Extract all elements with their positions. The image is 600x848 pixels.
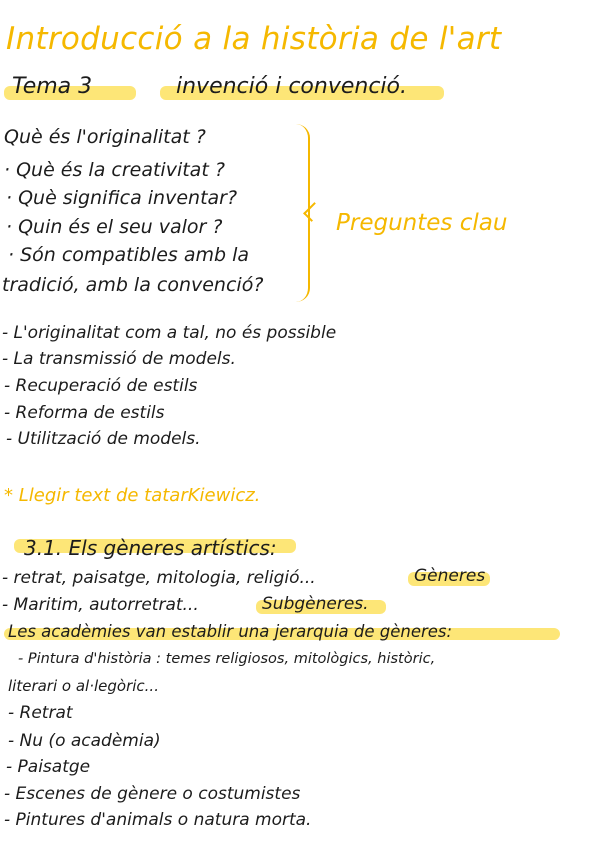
tema-subtitle: invenció i convenció. — [176, 74, 407, 99]
point-line: - Utilització de models. — [6, 429, 201, 449]
section-heading: 3.1. Els gèneres artístics: — [24, 536, 277, 560]
academies-line: Les acadèmies van establir una jerarquia de gèneres: — [8, 622, 453, 641]
point-line: - La transmissió de models. — [2, 349, 236, 369]
questions-label: Preguntes clau — [336, 210, 508, 236]
point-line: - Recuperació de estils — [4, 376, 198, 396]
hierarchy-line: - Retrat — [8, 703, 73, 723]
tema-label: Tema 3 — [12, 74, 93, 99]
page-title: Introducció a la història de l'art — [6, 21, 502, 57]
question-line: · Són compatibles amb la — [8, 244, 249, 266]
question-line: tradició, amb la convenció? — [2, 274, 264, 296]
genres-tag: Gèneres — [414, 566, 486, 586]
question-line: Què és l'originalitat ? — [4, 126, 206, 148]
hierarchy-line: - Nu (o acadèmia) — [8, 731, 161, 751]
hierarchy-line: - Pintures d'animals o natura morta. — [4, 810, 312, 830]
point-line: - L'originalitat com a tal, no és possible — [2, 323, 337, 343]
question-line: · Què és la creativitat ? — [4, 159, 225, 181]
point-line: - Reforma de estils — [4, 403, 165, 423]
subgenres-tag: Subgèneres. — [262, 594, 369, 614]
hierarchy-line: - Pintura d'història : temes religiosos, mitològics, històric, — [18, 651, 436, 667]
hierarchy-line: - Escenes de gènere o costumistes — [4, 784, 301, 804]
reading-note: * Llegir text de tatarKiewicz. — [4, 485, 261, 506]
question-line: · Què significa inventar? — [6, 187, 238, 209]
hierarchy-line: - Paisatge — [6, 757, 91, 777]
question-line: · Quin és el seu valor ? — [6, 216, 223, 238]
hierarchy-line: literari o al·legòric... — [8, 677, 159, 695]
genres-line: - retrat, paisatge, mitologia, religió... — [2, 568, 316, 588]
subgenres-line: - Maritim, autorretrat... — [2, 595, 199, 615]
